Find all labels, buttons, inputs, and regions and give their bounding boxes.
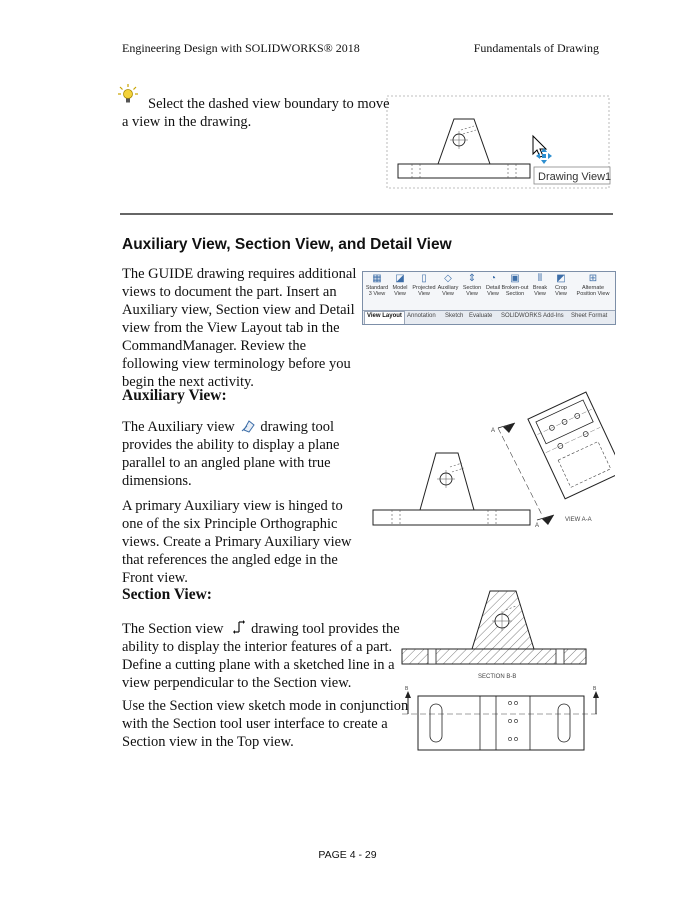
horizontal-rule xyxy=(120,213,613,215)
break-view-icon: ⫴ xyxy=(537,273,543,284)
standard-3-view-button[interactable]: ▦ Standard 3 View xyxy=(365,273,389,297)
projected-view-button[interactable]: ▯ Projected View xyxy=(412,273,436,297)
alternate-position-view-icon: ⊞ xyxy=(588,273,598,284)
page-number: PAGE 4 - 29 xyxy=(318,849,377,861)
running-header-right: Fundamentals of Drawing xyxy=(473,41,599,55)
intro-line: view from the View Layout tab in the xyxy=(122,320,340,336)
tab-sheet-format[interactable]: Sheet Format xyxy=(571,313,608,319)
intro-line: begin the next activity. xyxy=(122,374,254,390)
auxiliary-paragraph-2: A primary Auxiliary view is hinged to one of the six Principle Orthographic views. Create a Primary Auxiliary view that references the angled edge in the Front view. xyxy=(122,498,352,586)
intro-paragraph xyxy=(122,265,356,391)
intro-line: views to document the part. Insert an xyxy=(122,284,337,300)
section-heading: Section View: xyxy=(122,586,212,603)
running-header-left: Engineering Design with SOLIDWORKS® 2018 xyxy=(122,41,360,55)
section-label-b-left: B xyxy=(405,686,409,692)
section-view-figure xyxy=(400,588,610,758)
broken-out-section-icon: ▣ xyxy=(510,273,520,284)
view-layout-toolbar xyxy=(362,271,616,325)
aux-label-a-top: A xyxy=(491,428,496,434)
section-view-label: SECTION B-B xyxy=(478,674,517,680)
lightbulb-icon xyxy=(118,83,138,105)
tooltip-text: Drawing View1 xyxy=(538,171,612,183)
auxiliary-view-icon: ◇ xyxy=(444,273,452,284)
auxiliary-view-icon xyxy=(241,419,257,433)
break-view-button[interactable]: ⫴ Break View xyxy=(532,273,548,297)
detail-view-button[interactable]: ◔ Detail View xyxy=(485,273,501,297)
crop-view-button[interactable]: ◩ Crop View xyxy=(555,273,567,297)
section-label-b-right: B xyxy=(593,686,597,692)
move-cursor-icon xyxy=(533,136,552,164)
crop-view-icon: ◩ xyxy=(556,273,566,284)
tab-sketch[interactable]: Sketch xyxy=(445,313,464,319)
broken-out-section-button[interactable]: ▣ Broken-out Section xyxy=(501,273,529,297)
auxiliary-heading: Auxiliary View: xyxy=(122,387,227,404)
auxiliary-paragraph-1: The Auxiliary view drawing tool provides the ability to display a plane parallel to an angled plane with true dimensions. xyxy=(122,419,340,489)
auxiliary-view-figure xyxy=(370,375,615,535)
intro-line: The GUIDE drawing requires additional xyxy=(122,266,357,282)
command-manager-tabs xyxy=(363,310,615,324)
model-view-icon: ◪ xyxy=(395,273,405,284)
tab-evaluate[interactable]: Evaluate xyxy=(469,313,493,319)
intro-line: Auxiliary view, Section view and Detail xyxy=(122,302,355,318)
section-view-button[interactable]: ⇕ Section View xyxy=(462,273,482,297)
intro-line: CommandManager. Review the xyxy=(122,338,307,354)
tip-line-1: Select the dashed view boundary to move xyxy=(148,96,390,112)
section-view-icon: ⇕ xyxy=(467,273,477,284)
standard-3-view-icon: ▦ xyxy=(372,273,382,284)
tip-line-2: a view in the drawing. xyxy=(122,114,252,130)
alternate-position-view-button[interactable]: ⊞ Alternate Position View xyxy=(576,273,610,297)
detail-view-icon: ◔ xyxy=(489,273,497,284)
projected-view-icon: ▯ xyxy=(421,273,427,284)
tab-solidworks-add-ins[interactable]: SOLIDWORKS Add-Ins xyxy=(501,313,564,319)
section-paragraph-1: The Section view drawing tool provides the ability to display the interior features of a part. Define a cutting plane with a sketched line in a view perpendicular to the Section view. xyxy=(122,621,400,691)
auxiliary-view-button[interactable]: ◇ Auxiliary View xyxy=(437,273,459,297)
section-title: Auxiliary View, Section View, and Detail View xyxy=(122,236,452,253)
aux-label-a-bottom: A xyxy=(535,523,540,529)
aux-view-label: VIEW A-A xyxy=(565,517,592,523)
drawing-view1-figure[interactable] xyxy=(384,94,614,194)
intro-line: following view terminology before you xyxy=(122,356,351,372)
section-view-icon xyxy=(232,620,246,634)
tab-annotation[interactable]: Annotation xyxy=(407,313,436,319)
section-paragraph-2: Use the Section view sketch mode in conjunction with the Section tool user interface to create a Section view in the Top view. xyxy=(122,698,409,750)
tab-view-layout[interactable]: View Layout xyxy=(364,311,405,324)
model-view-button[interactable]: ◪ Model View xyxy=(392,273,408,297)
